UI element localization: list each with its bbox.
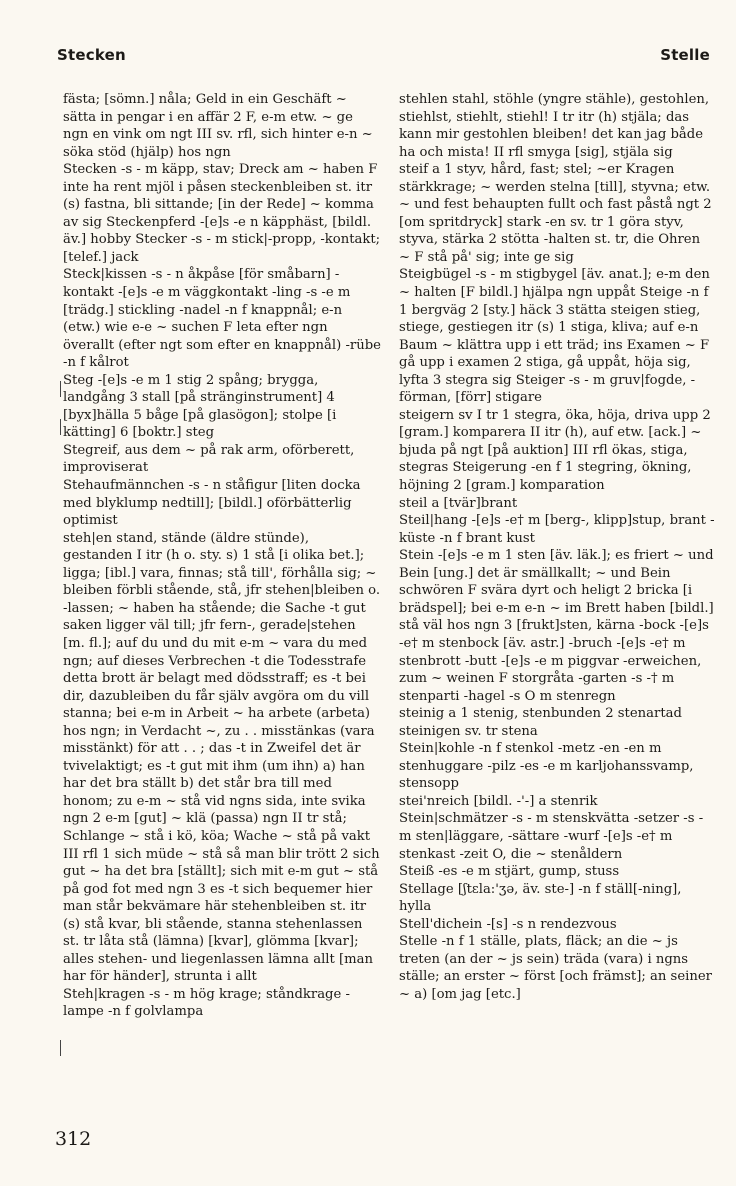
dictionary-entry: Stein|schmätzer -s - m stenskvätta -setzer -s - m sten|läggare, -sättare -wurf -[e]s -e† m stenkast -zeit O, die ~ stenåldern (399, 811, 704, 862)
right-guide-word: Stelle (660, 46, 710, 64)
dictionary-entry: Stelle -n f 1 ställe, plats, fläck; an die ~ js treten (an der ~ js sein) träda (vara) i ngns ställe; an erster ~ först [och främst]; an seiner ~ a) [om jag [etc.] (399, 934, 712, 1002)
left-guide-word: Stecken (57, 46, 126, 64)
dictionary-entry: Stecken -s - m käpp, stav; Dreck am ~ haben F inte ha rent mjöl i påsen steckenbleiben st. itr (s) fastna, bli sittande; [in der Rede] ~ komma av sig Steckenpferd -[e]s -e n käpphäst, [bildl. äv.] hobby Stecker -s - m stick|-propp, -kontakt; [telef.] jack (63, 162, 381, 265)
margin-mark (60, 419, 61, 435)
margin-mark (60, 381, 61, 397)
dictionary-entry: Stein|kohle -n f stenkol -metz -en -en m stenhuggare -pilz -es -e m karljohanssvamp, stensopp (399, 741, 694, 792)
left-column (63, 91, 381, 1021)
dictionary-entry: stehlen stahl, stöhle (yngre stähle), gestohlen, stiehlst, stiehlt, stiehl! I tr itr (h) stjäla; das kann mir gestohlen bleiben! det kan jag både ha och mista! II rfl smyga [sig], stjäla sig (399, 92, 710, 160)
right-column (399, 91, 715, 1003)
margin-mark (60, 1040, 61, 1056)
dictionary-entry: steh|en stand, stände (äldre stünde), gestanden I itr (h o. sty. s) 1 stå [i olika bet.]; ligga; [ibl.] vara, finnas; stå till', förhålla sig; ~ bleiben förbli stående, stå, jfr stehen|bleiben o. -lassen; ~ haben ha stående; die Sache -t gut saken ligger väl till; jfr fern-, gerade|stehen [m. fl.]; auf du und du mit e-m ~ vara du med ngn; auf dieses Verbrechen -t die Todesstrafe detta brott är belagt med dödsstraff; es -t bei dir, dazubleiben du får själv avgöra om du vill stanna; bei e-m in Arbeit ~ ha arbete (arbeta) hos ngn; in Verdacht ~, zu . . misstänkas (vara misstänkt) för att . . ; das -t in Zweifel det är tvivelaktigt; es -t gut mit ihm (um ihn) a) han har det bra ställt b) det står bra till med honom; zu e-m ~ stå vid ngns sida, inte svika ngn 2 e-m [gut] ~ klä (passa) ngn II tr stå; Schlange ~ stå i kö, köa; Wache ~ stå på vakt III rfl 1 sich müde ~ stå så man blir trött 2 sich gut ~ ha det bra [ställt]; sich mit e-m gut ~ stå på god fot med ngn 3 es -t sich bequemer hier man står bekvämare här stehenbleiben st. itr (s) stå kvar, bli stående, stanna stehenlassen st. tr låta stå (lämna) [kvar], glömma [kvar]; alles stehen- und liegenlassen lämna allt [man har för händer], strunta i allt (63, 530, 381, 985)
dictionary-entry: Steck|kissen -s - n åkpåse [för småbarn] -kontakt -[e]s -e m väggkontakt -ling -s -e m [trädg.] stickling -nadel -n f knappnål; e-n (etw.) wie e-e ~ suchen F leta efter ngn överallt (efter ngt som efter en knappnål) -rübe -n f kålrot (63, 267, 381, 371)
dictionary-entry: Stehaufmännchen -s - n ståfigur [liten docka med blyklump nedtill]; [bildl.] oförbätterlig optimist (63, 478, 361, 529)
dictionary-entry: Stell'dichein -[s] -s n rendezvous (399, 916, 617, 932)
dictionary-entry: fästa; [sömn.] nåla; Geld in ein Geschäft ~ sätta in pengar i en affär 2 F, e-m etw. ~ ge ngn en vink om ngt III sv. rfl, sich hinter e-n ~ söka stöd (hjälp) hos ngn (63, 92, 373, 160)
dictionary-entry: stei'nreich [bildl. -'-] a stenrik (399, 793, 598, 809)
dictionary-entry: Steiß -es -e m stjärt, gump, stuss (399, 864, 620, 880)
dictionary-entry: steigern sv I tr 1 stegra, öka, höja, driva upp 2 [gram.] komparera II itr (h), auf etw. [ack.] ~ bjuda på ngt [på auktion] III rfl ökas, stiga, stegras Steigerung -en f 1 stegring, ökning, höjning 2 [gram.] komparation (399, 407, 711, 494)
dictionary-entry: Steil|hang -[e]s -e† m [berg-, klipp]stup, brant -küste -n f brant kust (399, 513, 715, 546)
dictionary-entry: Steg -[e]s -e m 1 stig 2 spång; brygga, landgång 3 stall [på stränginstrument] 4 [byx]hälla 5 båge [på glasögon]; stolpe [i kätting] 6 [boktr.] steg (63, 372, 337, 441)
page-number: 312 (55, 1128, 92, 1150)
dictionary-entry: Steigbügel -s - m stigbygel [äv. anat.]; e-m den ~ halten [F bildl.] hjälpa ngn uppåt Steige -n f 1 bergväg 2 [sty.] häck 3 stätta steigen stieg, stiege, gestiegen itr (s) 1 stiga, kliva; auf e-n Baum ~ klättra upp i ett träd; ins Examen ~ F gå upp i examen 2 stiga, gå uppåt, höja sig, lyfta 3 stegra sig Steiger -s - m gruv|fogde, -förman, [förr] stigare (399, 267, 710, 406)
dictionary-entry: steinig a 1 stenig, stenbunden 2 stenartad steinigen sv. tr stena (399, 706, 682, 739)
dictionary-entry: steif a 1 styv, hård, fast; stel; ~er Kragen stärkkrage; ~ werden stelna [till], styvna; etw. ~ und fest behaupten fullt och fast påstå ngt 2 [om spritdryck] stark -en sv. tr 1 göra styv, styva, stärka 2 stötta -halten st. tr, die Ohren ~ F stå på' sig; inte ge sig (399, 162, 712, 265)
dictionary-entry: steil a [tvär]brant (399, 495, 518, 511)
dictionary-entry: Steh|kragen -s - m hög krage; ståndkrage -lampe -n f golvlampa (63, 986, 350, 1020)
dictionary-entry: Stein -[e]s -e m 1 sten [äv. läk.]; es friert ~ und Bein [ung.] det är smällkallt; ~ und Bein schwören F svära dyrt och heligt 2 bricka [i brädspel]; bei e-m e-n ~ im Brett haben [bildl.] stå väl hos ngn 3 [frukt]sten, kärna -bock -[e]s -e† m stenbock [äv. astr.] -bruch -[e]s -e† m stenbrott -butt -[e]s -e m piggvar -erweichen, zum ~ weinen F storgråta -garten -s -† m stenparti -hagel -s O m stenregn (399, 548, 714, 704)
dictionary-entry: Stellage [ʃtɛla:'ʒə, äv. ste-] -n f ställ[-ning], hylla (399, 881, 682, 915)
dictionary-entry: Stegreif, aus dem ~ på rak arm, oförberett, improviserat (63, 442, 355, 476)
